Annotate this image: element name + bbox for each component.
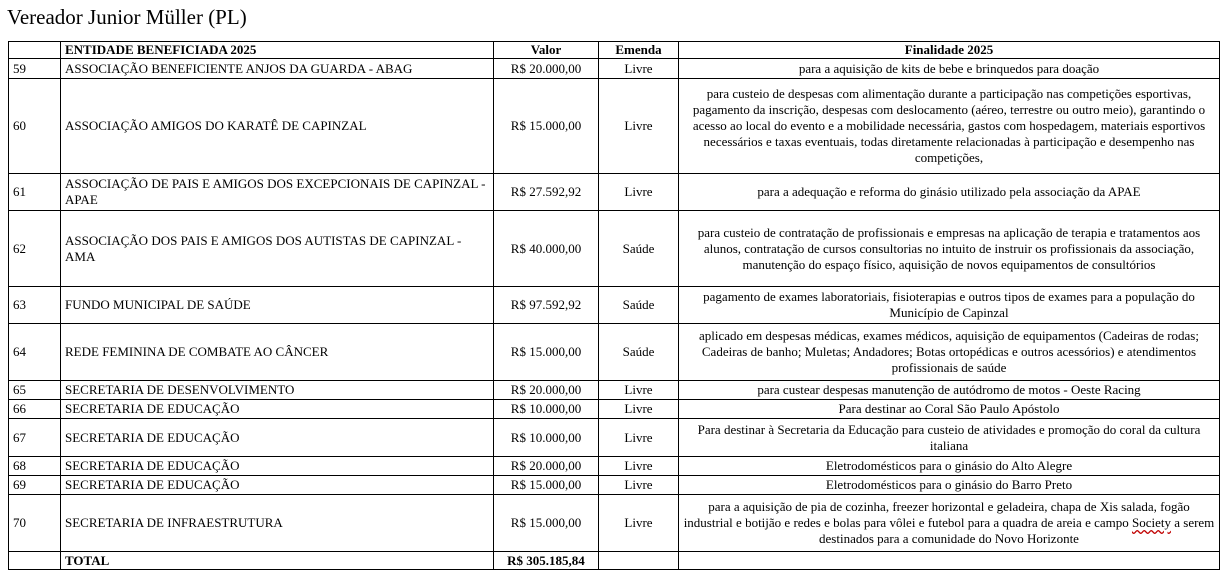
total-emenda — [599, 552, 679, 570]
row-valor: R$ 97.592,92 — [494, 287, 599, 324]
table-row — [9, 495, 1220, 552]
finalidade-text: a serem destinados para a comunidade do Novo Horizonte — [819, 515, 1215, 546]
row-finalidade: para custeio de contratação de profissionais e empresas na aplicação de terapia e tratamentos aos alunos, contratação de cursos consultorias no intuito de instruir os profissionais da associação, manutenção do espaço físico, aquisição de novos equipamentos de consultórios — [679, 211, 1220, 287]
row-valor: R$ 15.000,00 — [494, 495, 599, 552]
row-finalidade — [679, 495, 1220, 552]
emendas-table — [8, 41, 1220, 570]
row-entidade: FUNDO MUNICIPAL DE SAÚDE — [61, 287, 494, 324]
row-num: 69 — [9, 476, 61, 495]
table-header-row — [9, 42, 1220, 59]
finalidade-text: para a aquisição de pia de cozinha, freezer horizontal e geladeira, chapa de Xis salada, fogão industrial e botijão e redes e bolas para vôlei e futebol para a quadra de areia e campo — [683, 499, 1190, 530]
row-emenda: Livre — [599, 457, 679, 476]
row-finalidade: Eletrodomésticos para o ginásio do Alto Alegre — [679, 457, 1220, 476]
table-row — [9, 419, 1220, 457]
row-valor: R$ 15.000,00 — [494, 476, 599, 495]
table-row — [9, 59, 1220, 79]
total-row — [9, 552, 1220, 570]
table-row — [9, 476, 1220, 495]
row-emenda: Saúde — [599, 287, 679, 324]
row-finalidade: Eletrodomésticos para o ginásio do Barro Preto — [679, 476, 1220, 495]
row-entidade: SECRETARIA DE EDUCAÇÃO — [61, 476, 494, 495]
row-emenda: Livre — [599, 495, 679, 552]
row-finalidade: para custear despesas manutenção de autódromo de motos - Oeste Racing — [679, 381, 1220, 400]
row-entidade: ASSOCIAÇÃO DOS PAIS E AMIGOS DOS AUTISTAS DE CAPINZAL - AMA — [61, 211, 494, 287]
row-finalidade: para a adequação e reforma do ginásio utilizado pela associação da APAE — [679, 174, 1220, 211]
total-finalidade — [679, 552, 1220, 570]
row-valor: R$ 10.000,00 — [494, 400, 599, 419]
row-entidade: SECRETARIA DE EDUCAÇÃO — [61, 419, 494, 457]
row-num: 68 — [9, 457, 61, 476]
row-num: 62 — [9, 211, 61, 287]
row-num: 64 — [9, 324, 61, 381]
row-emenda: Livre — [599, 381, 679, 400]
row-entidade: SECRETARIA DE EDUCAÇÃO — [61, 400, 494, 419]
table-row — [9, 174, 1220, 211]
row-valor: R$ 15.000,00 — [494, 324, 599, 381]
row-num: 67 — [9, 419, 61, 457]
row-num: 60 — [9, 79, 61, 174]
row-valor: R$ 15.000,00 — [494, 79, 599, 174]
row-emenda: Livre — [599, 419, 679, 457]
total-label: TOTAL — [61, 552, 494, 570]
row-valor: R$ 40.000,00 — [494, 211, 599, 287]
row-emenda: Saúde — [599, 324, 679, 381]
row-valor: R$ 20.000,00 — [494, 381, 599, 400]
row-finalidade: aplicado em despesas médicas, exames médicos, aquisição de equipamentos (Cadeiras de rodas; Cadeiras de banho; Muletas; Andadores; Botas ortopédicas e outros acessórios) e atendimentos profissionais de saúde — [679, 324, 1220, 381]
header-finalidade: Finalidade 2025 — [679, 42, 1220, 59]
table-row — [9, 400, 1220, 419]
table-row — [9, 287, 1220, 324]
row-valor: R$ 27.592,92 — [494, 174, 599, 211]
row-finalidade: Para destinar à Secretaria da Educação para custeio de atividades e promoção do coral da cultura italiana — [679, 419, 1220, 457]
header-valor: Valor — [494, 42, 599, 59]
spellcheck-marked-word: Society — [1131, 515, 1171, 530]
row-entidade: ASSOCIAÇÃO BENEFICIENTE ANJOS DA GUARDA - ABAG — [61, 59, 494, 79]
page-title: Vereador Junior Müller (PL) — [7, 5, 247, 29]
row-num: 66 — [9, 400, 61, 419]
row-num: 61 — [9, 174, 61, 211]
row-num: 70 — [9, 495, 61, 552]
row-emenda: Saúde — [599, 211, 679, 287]
total-num — [9, 552, 61, 570]
row-emenda: Livre — [599, 59, 679, 79]
row-entidade: REDE FEMININA DE COMBATE AO CÂNCER — [61, 324, 494, 381]
row-num: 63 — [9, 287, 61, 324]
row-entidade: SECRETARIA DE INFRAESTRUTURA — [61, 495, 494, 552]
row-entidade: SECRETARIA DE EDUCAÇÃO — [61, 457, 494, 476]
table-row — [9, 457, 1220, 476]
row-entidade: ASSOCIAÇÃO DE PAIS E AMIGOS DOS EXCEPCIONAIS DE CAPINZAL - APAE — [61, 174, 494, 211]
header-emenda: Emenda — [599, 42, 679, 59]
row-emenda: Livre — [599, 174, 679, 211]
row-finalidade: Para destinar ao Coral São Paulo Apóstolo — [679, 400, 1220, 419]
row-num: 65 — [9, 381, 61, 400]
row-finalidade: para a aquisição de kits de bebe e brinquedos para doação — [679, 59, 1220, 79]
row-valor: R$ 20.000,00 — [494, 457, 599, 476]
row-entidade: SECRETARIA DE DESENVOLVIMENTO — [61, 381, 494, 400]
row-emenda: Livre — [599, 79, 679, 174]
table-row — [9, 211, 1220, 287]
table-row — [9, 324, 1220, 381]
header-num — [9, 42, 61, 59]
row-finalidade: para custeio de despesas com alimentação durante a participação nas competições esportivas, pagamento da inscrição, despesas com deslocamento (aéreo, terrestre ou outro meio), garantindo o acesso ao local do evento e a mobilidade necessária, gastos com hospedagem, materiais esportivos necessários e taxas eventuais, todas diretamente relacionadas à participação e desempenho nas competições, — [679, 79, 1220, 174]
total-valor: R$ 305.185,84 — [494, 552, 599, 570]
row-valor: R$ 10.000,00 — [494, 419, 599, 457]
row-finalidade: pagamento de exames laboratoriais, fisioterapias e outros tipos de exames para a população do Município de Capinzal — [679, 287, 1220, 324]
header-entidade: ENTIDADE BENEFICIADA 2025 — [61, 42, 494, 59]
row-emenda: Livre — [599, 400, 679, 419]
row-emenda: Livre — [599, 476, 679, 495]
table-row — [9, 79, 1220, 174]
table-row — [9, 381, 1220, 400]
row-num: 59 — [9, 59, 61, 79]
row-valor: R$ 20.000,00 — [494, 59, 599, 79]
row-entidade: ASSOCIAÇÃO AMIGOS DO KARATÊ DE CAPINZAL — [61, 79, 494, 174]
